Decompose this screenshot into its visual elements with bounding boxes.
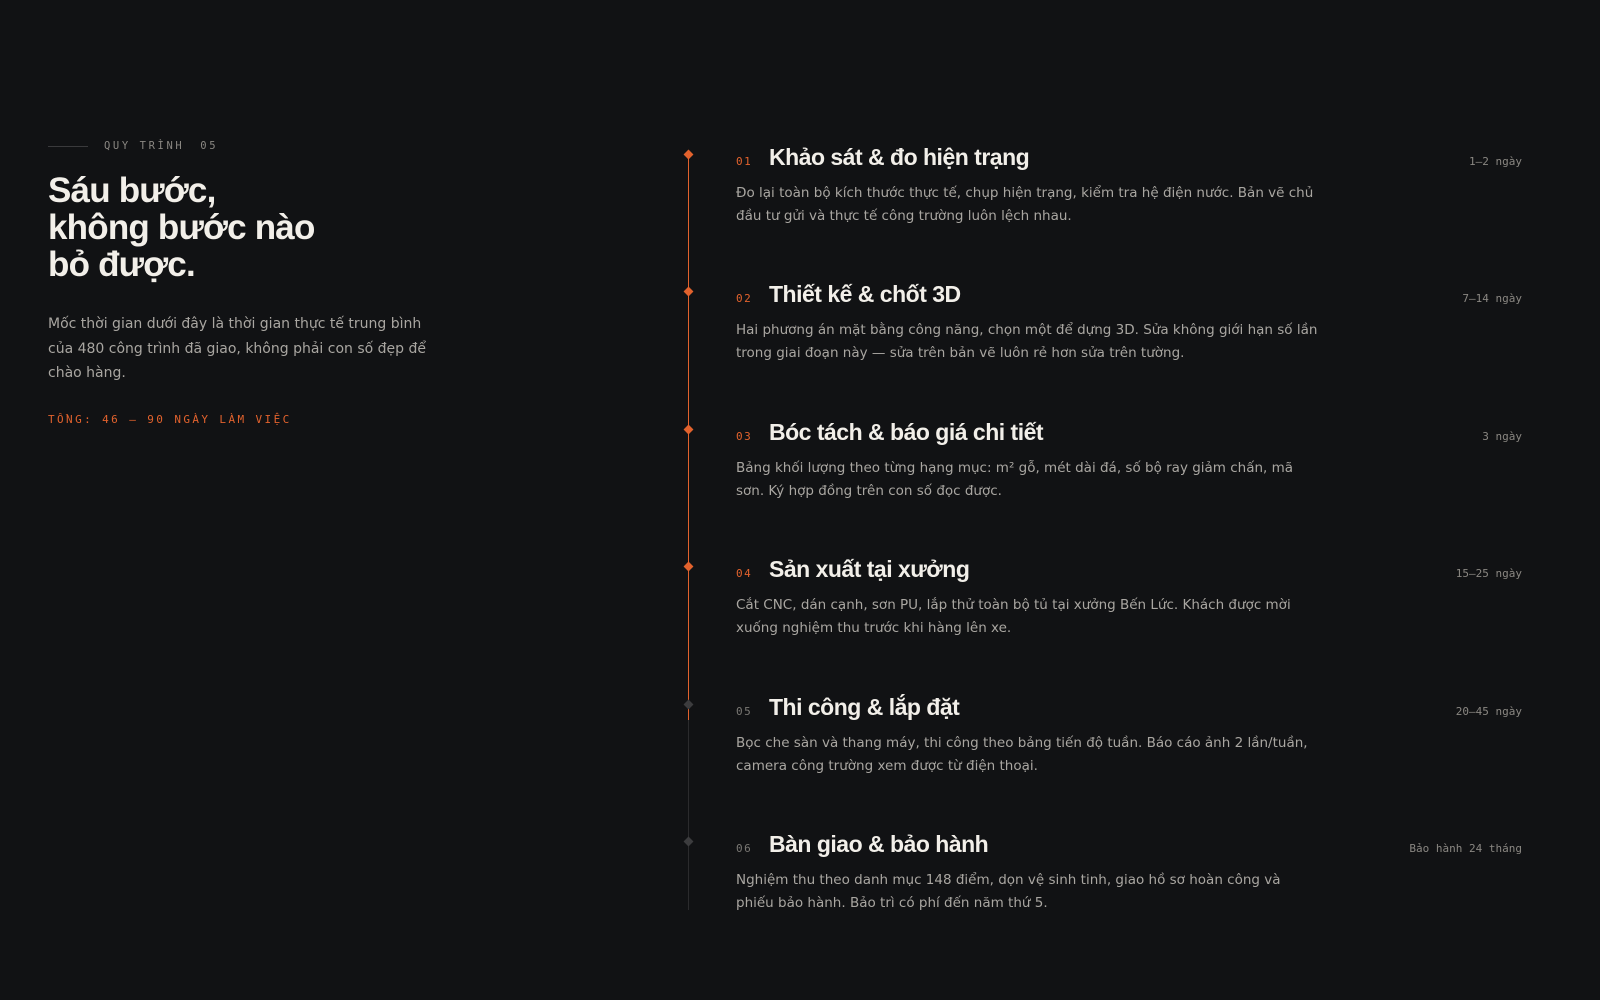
page-title [48,172,448,283]
step-description: Nghiệm thu theo danh mục 148 điểm, dọn vệ sinh tinh, giao hồ sơ hoàn công và phiếu bảo hành. Bảo trì có phí đến năm thứ 5. [736,872,1281,911]
step-title: Thiết kế & chốt 3D [769,281,961,307]
title-line-1: Sáu bước, [48,171,216,210]
step-marker-icon [684,700,694,710]
step-description: Hai phương án mặt bằng công năng, chọn một để dựng 3D. Sửa không giới hạn số lần trong giai đoạn này — sửa trên bản vẽ luôn rẻ hơn sửa trên tường. [736,322,1318,361]
step-marker-icon [684,562,694,572]
step-duration: 3 ngày [1482,430,1522,443]
title-line-3: bỏ được. [48,245,195,284]
step-marker-icon [684,287,694,297]
timeline-step-6 [672,831,1552,955]
step-marker-icon [684,150,694,160]
step-description: Bọc che sàn và thang máy, thi công theo bảng tiến độ tuần. Báo cáo ảnh 2 lần/tuần, camera công trường xem được từ điện thoại. [736,735,1308,774]
step-title: Bàn giao & bảo hành [769,831,989,857]
step-title: Bóc tách & báo giá chi tiết [769,419,1044,445]
eyebrow-divider [48,146,88,147]
title-line-2: không bước nào [48,208,315,247]
process-timeline [672,144,1552,918]
step-description: Bảng khối lượng theo từng hạng mục: m² gỗ, mét dài đá, số bộ ray giảm chấn, mã sơn. Ký hợp đồng trên con số đọc được. [736,460,1294,499]
intro-text: Mốc thời gian dưới đây là thời gian thực tế trung bình của 480 công trình đã giao, không phải con số đẹp để chào hàng. [48,316,426,381]
step-duration: 20–45 ngày [1455,705,1522,718]
step-title: Sản xuất tại xưởng [769,556,970,582]
eyebrow-label: QUY TRÌNH [104,140,185,152]
step-marker-icon [684,837,694,847]
step-title: Thi công & lắp đặt [769,694,960,720]
step-number: 05 [736,705,753,718]
timeline-step-4 [672,556,1552,680]
step-description: Cắt CNC, dán cạnh, sơn PU, lắp thử toàn bộ tủ tại xưởng Bến Lức. Khách được mời xuống nghiệm thu trước khi hàng lên xe. [736,597,1291,636]
timeline-step-3 [672,419,1552,543]
step-duration: 15–25 ngày [1455,567,1522,580]
step-duration: 1–2 ngày [1469,155,1522,168]
timeline-step-2 [672,281,1552,405]
step-duration: Bảo hành 24 tháng [1409,842,1522,855]
step-number: 01 [736,155,753,168]
section-eyebrow [48,140,448,152]
step-number: 03 [736,430,753,443]
step-duration: 7–14 ngày [1462,292,1522,305]
timeline-step-1 [672,144,1552,268]
total-duration: TỔNG: 46 — 90 NGÀY LÀM VIỆC [48,412,292,426]
eyebrow-number: 05 [200,140,219,152]
timeline-step-5 [672,694,1552,818]
step-number: 06 [736,842,753,855]
step-number: 02 [736,292,753,305]
step-description: Đo lại toàn bộ kích thước thực tế, chụp hiện trạng, kiểm tra hệ điện nước. Bản vẽ chủ đầu tư gửi và thực tế công trường luôn lệch nhau. [736,185,1314,224]
step-title: Khảo sát & đo hiện trạng [769,144,1030,170]
intro-panel [48,140,448,426]
step-number: 04 [736,567,753,580]
step-marker-icon [684,425,694,435]
